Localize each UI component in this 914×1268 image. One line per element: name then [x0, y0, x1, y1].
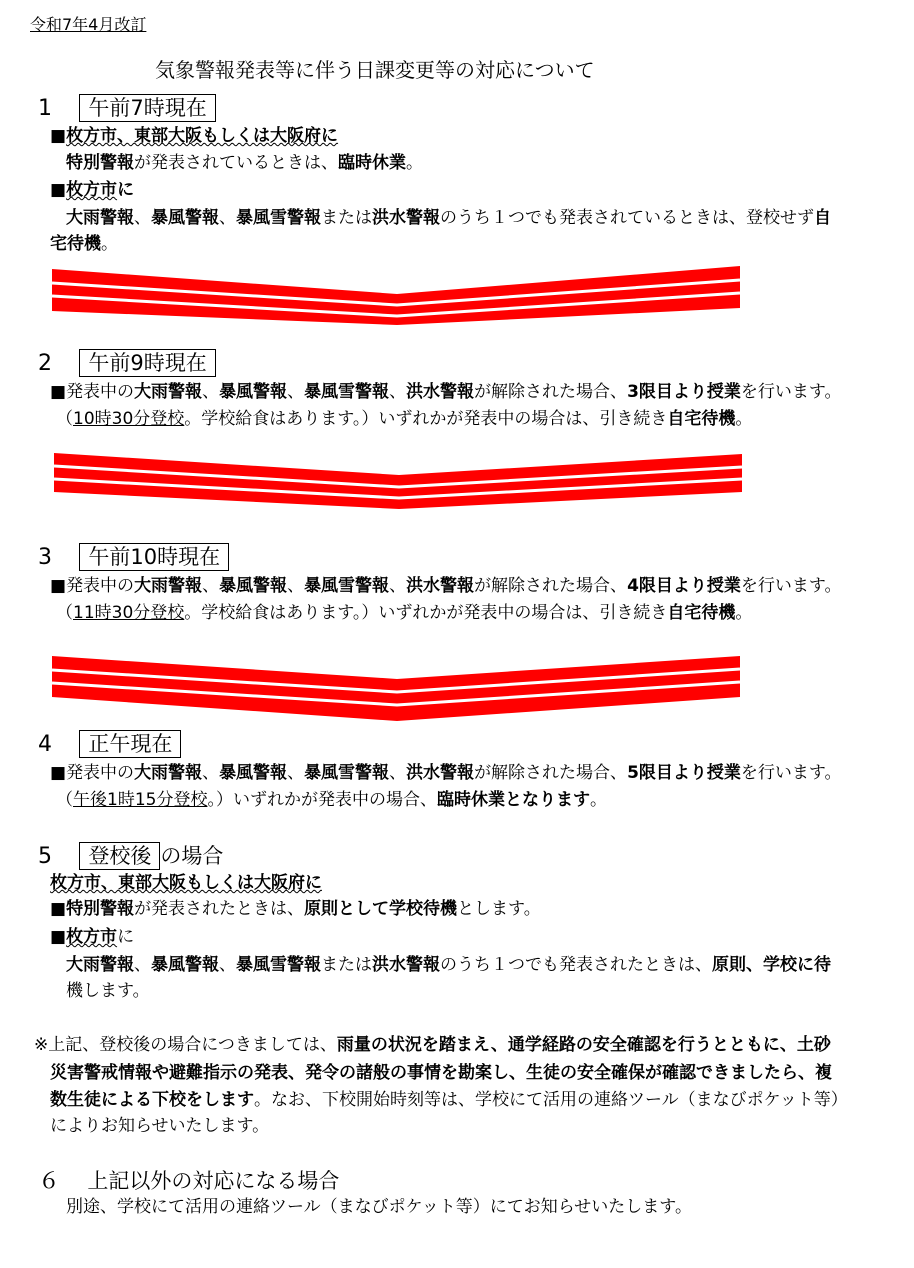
body-text: （	[56, 603, 73, 623]
section-2-line-2	[56, 407, 752, 432]
section-1-line-1	[50, 124, 338, 149]
warning-text: 特別警報	[66, 899, 135, 919]
area-text: 枚方市、東部大阪もしくは大阪府に	[50, 873, 322, 893]
body-text: が解除された場合、	[474, 763, 628, 783]
body-text: のうち１つでも発表されているときは、登校せず	[440, 208, 814, 228]
section-4-number: 4	[38, 732, 52, 757]
note-emphasis: 数生徒による下校をします	[50, 1090, 254, 1110]
warning-text: 大雨警報	[134, 382, 203, 402]
body-text: 発表中の	[66, 382, 135, 402]
warning-text: 暴風警報	[219, 382, 288, 402]
section-3-label: 午前10時現在	[79, 543, 229, 571]
section-1-number: 1	[38, 96, 52, 121]
body-text: が発表されているときは、	[134, 153, 338, 173]
result-text: 自	[814, 208, 831, 228]
result-text: 原則として学校待機	[304, 899, 458, 919]
body-text: が解除された場合、	[474, 576, 628, 596]
revision-note: 令和7年4月改訂	[30, 15, 147, 34]
arrival-time: 10時30分登校	[73, 409, 185, 429]
warning-text: 洪水警報	[372, 208, 440, 228]
section-5-line-4: 大雨警報、暴風警報、暴風雪警報または洪水警報のうち１つでも発表されたときは、原則、学校に待	[66, 955, 831, 975]
result-text: 機	[66, 981, 83, 1001]
section-3-heading	[38, 543, 229, 571]
body-text: 。	[735, 603, 753, 623]
section-1-line-2	[66, 151, 423, 176]
bullet-marker: ■	[50, 126, 67, 146]
section-5-heading	[38, 840, 223, 870]
flow-arrow-2	[54, 450, 744, 510]
body-text: または	[321, 955, 372, 975]
body-text: が発表されたときは、	[134, 899, 305, 919]
body-text: 。学校給食はあります。）いずれかが発表中の場合は、引き続き	[184, 603, 668, 623]
section-5-number: 5	[38, 844, 52, 869]
body-text: 。	[589, 790, 607, 810]
arrival-time: 午後1時15分登校	[73, 790, 208, 810]
note-line-4	[50, 1114, 269, 1139]
warning-text: 洪水警報	[372, 955, 440, 975]
section-2-line-1: ■発表中の大雨警報、暴風警報、暴風雪警報、洪水警報が解除された場合、3限目より授業を行います。	[50, 382, 842, 402]
body-text: を行います。	[740, 576, 842, 596]
section-4-heading	[38, 730, 181, 758]
warning-text: 大雨警報	[134, 763, 203, 783]
arrival-time: 11時30分登校	[73, 603, 185, 623]
body-text: 。	[406, 153, 423, 173]
bullet-marker: ■	[50, 180, 67, 200]
note-emphasis: 災害警戒情報や避難指示の発表、発令の諸般の事情を勘案し、生徒の安全確保が確認できましたら、複	[50, 1063, 832, 1083]
section-5-line-1	[50, 871, 322, 896]
section-6-text: 別途、学校にて活用の連絡ツール（まなびポケット等）にてお知らせいたします。	[66, 1197, 692, 1217]
body-text: します。	[83, 981, 150, 1001]
flow-arrow-1	[52, 266, 742, 326]
body-text: が解除された場合、	[474, 382, 628, 402]
area-text: 枚方市	[66, 180, 118, 200]
warning-text: 暴風雪警報	[304, 576, 390, 596]
body-text: 発表中の	[66, 763, 135, 783]
bullet-marker: ■	[50, 927, 67, 947]
body-text: に	[117, 927, 135, 947]
warning-text: 特別警報	[66, 153, 134, 173]
note-line-3	[50, 1088, 848, 1113]
flow-arrow-3	[52, 653, 742, 723]
area-text: 枚方市、東部大阪もしくは大阪府に	[66, 126, 339, 146]
warning-text: 暴風警報	[151, 208, 219, 228]
section-6-label: 上記以外の対応になる場合	[87, 1169, 340, 1193]
warning-text: 暴風警報	[219, 763, 288, 783]
note-emphasis: 雨量の状況を踏まえ、通学経路の安全確認を行うとともに、土砂	[336, 1035, 831, 1055]
area-text: 枚方市	[66, 927, 118, 947]
note-text: によりお知らせいたします。	[50, 1116, 270, 1136]
bullet-marker: ■	[50, 382, 67, 402]
section-2-heading	[38, 349, 216, 377]
section-4-label: 正午現在	[79, 730, 181, 758]
body-text: 。	[101, 234, 118, 254]
warning-text: 洪水警報	[406, 576, 475, 596]
warning-text: 暴風雪警報	[304, 382, 390, 402]
section-4-line-2	[56, 788, 607, 813]
section-1-line-3	[50, 178, 134, 203]
note-line-1	[34, 1033, 831, 1058]
body-text: 発表中の	[66, 576, 135, 596]
section-1-line-5	[50, 232, 118, 257]
warning-text: 暴風雪警報	[236, 955, 321, 975]
section-5-line-2	[50, 897, 541, 922]
result-text: 原則、学校に待	[712, 955, 831, 975]
section-1-line-4: 大雨警報、暴風警報、暴風雪警報または洪水警報のうち１つでも発表されているときは、登校せず自	[66, 208, 831, 228]
result-text: 自宅待機	[667, 409, 736, 429]
bullet-marker: ■	[50, 763, 67, 783]
section-5-line-3	[50, 925, 134, 950]
section-1-heading	[38, 94, 216, 122]
body-text: または	[321, 208, 372, 228]
warning-text: 大雨警報	[66, 208, 134, 228]
body-text: （	[56, 790, 73, 810]
result-text: 5限目より授業	[627, 763, 741, 783]
body-text: に	[117, 180, 135, 200]
result-text: 4限目より授業	[627, 576, 741, 596]
section-5-label-suffix: の場合	[160, 844, 224, 868]
body-text: を行います。	[740, 763, 842, 783]
body-text: とします。	[457, 899, 541, 919]
body-text: を行います。	[740, 382, 842, 402]
section-1-label: 午前7時現在	[79, 94, 215, 122]
warning-text: 洪水警報	[406, 382, 475, 402]
section-6-heading	[38, 1164, 339, 1195]
warning-text: 暴風警報	[151, 955, 219, 975]
body-text: のうち１つでも発表されたときは、	[440, 955, 712, 975]
body-text: 。学校給食はあります。）いずれかが発表中の場合は、引き続き	[184, 409, 668, 429]
note-line-2	[50, 1061, 832, 1086]
body-text: （	[56, 409, 73, 429]
result-text: 3限目より授業	[627, 382, 741, 402]
warning-text: 暴風雪警報	[236, 208, 321, 228]
section-3-number: 3	[38, 545, 52, 570]
warning-text: 暴風雪警報	[304, 763, 390, 783]
result-text: 宅待機	[50, 234, 101, 254]
section-2-label: 午前9時現在	[79, 349, 215, 377]
section-5-label: 登校後	[79, 842, 160, 870]
result-text: 自宅待機	[667, 603, 736, 623]
warning-text: 洪水警報	[406, 763, 475, 783]
body-text: 。）いずれかが発表中の場合、	[207, 790, 437, 810]
result-text: 臨時休業となります	[436, 790, 590, 810]
section-3-line-1: ■発表中の大雨警報、暴風警報、暴風雪警報、洪水警報が解除された場合、4限目より授業を行います。	[50, 576, 842, 596]
bullet-marker: ■	[50, 576, 67, 596]
note-text: ※上記、登校後の場合につきましては、	[34, 1035, 337, 1055]
note-text: 。なお、下校開始時刻等は、学校にて活用の連絡ツール（まなびポケット等）	[254, 1090, 848, 1110]
warning-text: 大雨警報	[134, 576, 203, 596]
warning-text: 暴風警報	[219, 576, 288, 596]
bullet-marker: ■	[50, 899, 67, 919]
body-text: 。	[735, 409, 753, 429]
section-3-line-2	[56, 601, 752, 626]
section-6-number: ６	[38, 1169, 61, 1194]
section-4-line-1: ■発表中の大雨警報、暴風警報、暴風雪警報、洪水警報が解除された場合、5限目より授業を行います。	[50, 763, 842, 783]
section-5-line-5	[66, 979, 150, 1004]
section-2-number: 2	[38, 351, 52, 376]
warning-text: 大雨警報	[66, 955, 134, 975]
result-text: 臨時休業	[338, 153, 406, 173]
document-title: 気象警報発表等に伴う日課変更等の対応について	[155, 58, 595, 82]
